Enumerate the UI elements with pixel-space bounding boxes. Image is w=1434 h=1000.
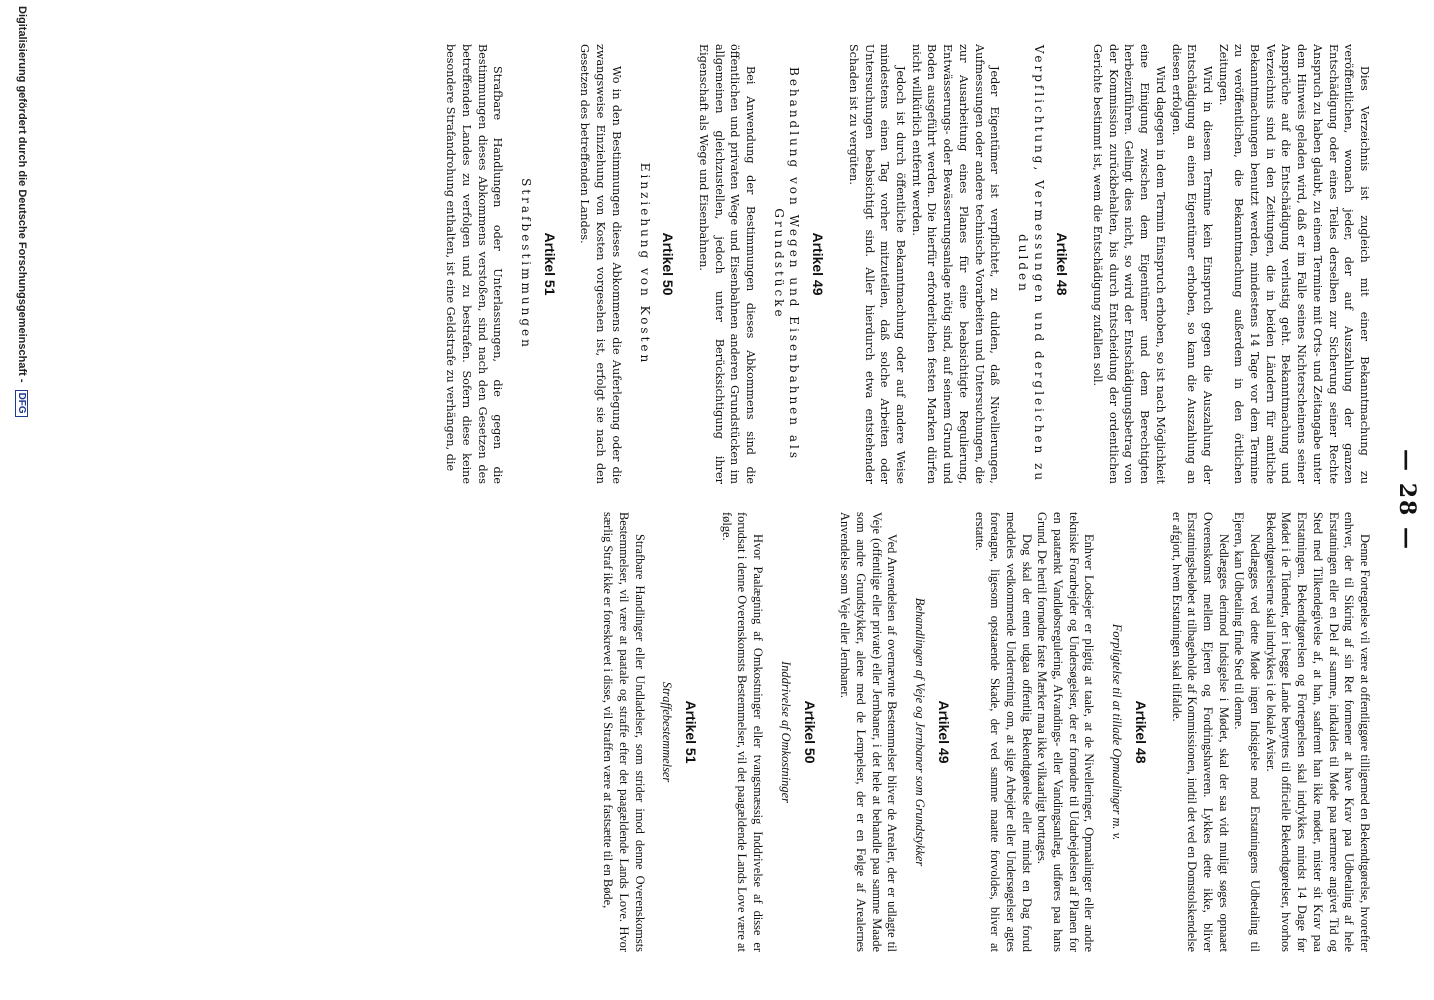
article-heading: Artikel 51 <box>541 232 558 296</box>
paragraph: Enhver Lodsejer er pligtig at taale, at de Nivelleringer, Opmaalinger eller andre tekniske Forarbejder og Undersøgelser, der er fornødne til Udarbejdelsen af Planen for en paatænkt Vandløbsregulering, Afvandings- eller Vandingsanlæg, udføres paa hans Grund. De hertil fornødne faste Mærker maa ikke vilkaarligt borttages. <box>1035 512 1097 952</box>
german-intro <box>1089 44 1372 484</box>
paragraph: Denne Fortegnelse vil være at offentliggøre tilligemed en Bekendtgørelse, hvorefter enhver, der til Sikring af sin Ret formener at have Krav paa Udbetaling af hele Erstatningen eller en Del af samme, indkaldes til Møde paa nærmere angivet Tid og Sted med Tilkendegivelse af, at han, saafremt han ikke møder, mister sit Krav paa Erstatningen. Bekendtgørelsen og Fortegnelsen skal indrykkes mindst 14 Dage før Mødet i de Tidender, der i begge Lande benyttes til officielle Bekendtgørelser, hvorhos Bekendtgørelserne skal indrykkes i de lokale Aviser. <box>1263 512 1372 952</box>
article-subheading: Behandlingen af Veje og Jernbaner som Grundstykker <box>913 597 928 867</box>
paragraph: Wird in diesem Termine kein Einspruch gegen die Auszahlung der Entschädigung an einen Eigentümer erhoben, so kann die Auszahlung an diesen erfolgen. <box>1169 44 1214 484</box>
danish-column <box>222 512 1372 952</box>
article-subheading: Einziehung von Kosten <box>637 162 652 366</box>
paragraph: Hvor Paalægning af Omkostninger eller tvangsmæssig Inddrivelse af disse er forudsat i denne Overenskomsts Bestemmelser, vil det paagældende Lands Love være at følge. <box>719 512 766 952</box>
german-column <box>222 44 1372 484</box>
article-subheading: Straffebestemmelser <box>660 681 675 783</box>
paragraph: Wird dagegen in dem Termin Einspruch erhoben, so ist nach Möglichkeit eine Einigung zwischen dem Eigentümer und dem Berechtigten herbeizuführen. Gelingt dies nicht, so wird der Entschädigungsbetrag von der Kommission zurückbehalten, bis durch Entscheidung der ordentlichen Gerichte bestimmt ist, wem die Entschädigung zufallen soll. <box>1091 44 1167 484</box>
article-heading: Artikel 48 <box>1132 700 1149 764</box>
footer-text: Digitalisierung gefördert durch die Deutsche Forschungsgemeinschaft - <box>16 6 28 383</box>
digitization-footer <box>15 0 28 1000</box>
article-heading: Artikel 50 <box>801 700 818 764</box>
paragraph: Jedoch ist durch öffentliche Bekanntmachung oder auf andere Weise mindestens einen Tag vorher mitzuteilen, daß solche Arbeiten oder Untersuchungen beabsichtigt sind. Aller hierdurch etwa entstehender Schaden ist zu vergüten. <box>846 44 908 484</box>
paragraph: Wo in den Bestimmungen dieses Abkommens die Auferlegung oder die zwangsweise Einziehung von Kosten vorgesehen ist, erfolgt sie nach den Gesetzen des betreffenden Landes. <box>578 44 623 484</box>
paragraph: Jeder Eigentümer ist verpflichtet, zu dulden, daß Nivellierungen, Aufmessungen oder andere technische Vorarbeiten und Untersuchungen, die zur Ausarbeitung eines Planes für eine beabsichtigte Regulierung, Entwässerungs- oder Bewässerungsanlage nötig sind, auf seinem Grund und Boden ausgeführt werden. Die hierfür erforderlichen festen Marken dürfen nicht willkürlich entfernt werden. <box>909 44 1002 484</box>
article-subheading: Behandlung von Wegen und Eisenbahnen als Grundstücke <box>771 67 802 461</box>
paragraph: Nedlægges ved dette Møde ingen Indsigelse mod Erstatningens Udbetaling til Ejeren, kan Udbetaling finde Sted til denne. <box>1232 512 1263 952</box>
dfg-logo: DFG <box>15 390 28 417</box>
article-subheading: Strafbestimmungen <box>519 178 534 350</box>
article-49-de <box>695 44 825 484</box>
article-49-da <box>837 512 951 952</box>
article-50-da <box>718 512 817 952</box>
paragraph: Strafbare Handlungen oder Unterlassungen, die gegen die Bestimmungen dieses Abkommens verstoßen, sind nach den Gesetzen des betreffenden Landes zu verfolgen und zu bestrafen. Sofern diese keine besondere Strafandrohung enthalten, ist eine Geldstrafe zu verhängen, die <box>444 44 505 484</box>
article-heading: Artikel 49 <box>810 232 827 296</box>
article-heading: Artikel 49 <box>935 700 952 764</box>
paragraph: Strafbare Handlinger eller Undladelser, som strider imod denne Overenskomsts Bestemmelser, vil være at paatale og straffe efter det paagældende Lands Love. Hvor særlig Straf ikke er foreskrevet i disse, vil Straffen være at fastsætte til en Bøde, <box>601 512 647 952</box>
paragraph: Dog skal der enten udgaa offentlig Bekendtgørelse eller mindst en Dag forud meddeles vedkommende Underretning om, at slige Arbejder eller Undersøgelser agtes foretagne, ligesom opstaaende Skade, der ved samme maatte forvoldes, bliver at erstatte. <box>972 512 1034 952</box>
paragraph: Bei Anwendung der Bestimmungen dieses Abkommens sind die öffentlichen und privaten Wege und Eisenbahnen anderen Grundstücken im allgemeinen gleichzustellen, jedoch unter Berücksichtigung ihrer Eigenschaft als Wege und Eisenbahnen. <box>696 44 758 484</box>
article-subheading: Inddrivelse af Omkostninger <box>778 661 793 803</box>
danish-intro <box>1168 512 1372 952</box>
article-48-de <box>845 44 1069 484</box>
paragraph: Dies Verzeichnis ist zugleich mit einer Bekanntmachung zu veröffentlichen, wonach jeder, der auf Auszahlung der ganzen Entschädigung oder eines Teiles derselben zur Sicherung seiner Rechte Anspruch zu haben glaubt, zu einem Termine mit Orts- und Zeitangabe unter dem Hinweis geladen wird, daß er im Falle seines Nichterscheinens seiner Ansprüche auf die Entschädigung verlustig geht. Bekanntmachung und Verzeichnis sind in den Zeitungen, die in beiden Ländern für amtliche Bekanntmachungen benutzt werden, mindestens 14 Tage vor dem Termine zu veröffentlichen, die Bekanntmachung außerdem in den örtlichen Zeitungen. <box>1216 44 1371 484</box>
article-51-da <box>600 512 699 952</box>
paragraph: Ved Anvendelsen af overnævnte Bestemmelser bliver de Arealer, der er udlagte til Veje (offentlige eller private) eller Jernbaner, i det hele at behandle paa samme Maade som andre Grundstykker, alene med de Lempelser, der er en Følge af Arealernes Anvendelse som Veje eller Jernbaner. <box>838 512 900 952</box>
article-heading: Artikel 50 <box>660 232 677 296</box>
paragraph: Nedlægges derimod Indsigelse i Mødet, skal der saa vidt muligt søges opnaaet Overenskomst mellem Ejeren og Fordringshaveren. Lykkes dette ikke, bliver Erstatningsbeløbet at tilbageholde af Kommissionen, indtil det ved en Domstolskendelse er afgjort, hvem Erstatningen skal tilfalde. <box>1169 512 1231 952</box>
article-subheading: Forpligtelse til at tillade Opmaalinger m. v. <box>1110 623 1125 841</box>
article-heading: Artikel 51 <box>683 700 700 764</box>
article-48-da <box>971 512 1148 952</box>
page-number: — 28 — <box>1394 449 1420 551</box>
article-51-de <box>443 44 557 484</box>
article-heading: Artikel 48 <box>1054 232 1071 296</box>
article-50-de <box>577 44 676 484</box>
article-subheading: Verpflichtung, Vermessungen und dergleichen zu dulden <box>1015 44 1046 484</box>
